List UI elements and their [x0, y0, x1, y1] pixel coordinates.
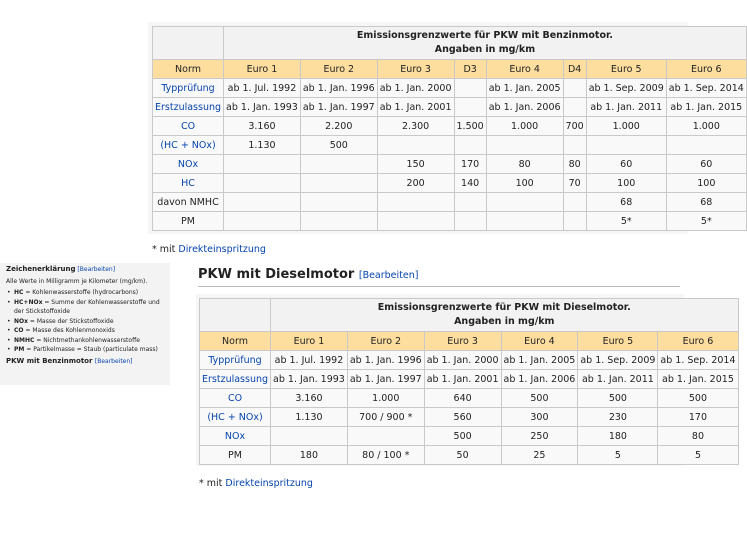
table-cell: 1.130	[271, 408, 348, 427]
table-cell: 700	[563, 117, 586, 136]
list-item: • NMHC = Nichtmethankohlenwasserstoffe	[14, 336, 170, 346]
table-cell: ab 1. Jan. 2001	[377, 98, 454, 117]
table-cell	[300, 174, 377, 193]
table-row	[153, 193, 747, 212]
header-cell: D3	[454, 60, 486, 79]
table-row	[153, 98, 747, 117]
table-cell: ab 1. Jan. 2011	[586, 98, 666, 117]
table-cell: 60	[666, 155, 746, 174]
table-cell	[454, 79, 486, 98]
table-cell: 1.500	[454, 117, 486, 136]
table-cell: 100	[666, 174, 746, 193]
table-cell: 60	[586, 155, 666, 174]
table-cell: ab 1. Jan. 2005	[501, 351, 578, 370]
table-cell	[224, 174, 301, 193]
legend-title: Zeichenerklärung	[6, 265, 76, 273]
table-cell: ab 1. Jul. 1992	[224, 79, 301, 98]
hc-nox-link[interactable]: (HC + NOx)	[153, 136, 224, 155]
table-cell: 100	[486, 174, 563, 193]
diesel-rule	[198, 286, 680, 287]
table-cell: 500	[658, 389, 738, 408]
table-cell	[224, 212, 301, 231]
table-cell: 80	[658, 427, 738, 446]
header-cell: Euro 2	[347, 332, 424, 351]
table-cell: ab 1. Jan. 1993	[271, 370, 348, 389]
table-row	[200, 427, 739, 446]
table-cell: 180	[271, 446, 348, 465]
table-cell	[224, 193, 301, 212]
table-cell	[563, 212, 586, 231]
table-cell	[563, 98, 586, 117]
table-cell: 80	[486, 155, 563, 174]
diesel-footnote: * mit Direkteinspritzung	[199, 478, 313, 489]
table-cell	[586, 136, 666, 155]
header-cell: Euro 4	[486, 60, 563, 79]
table-cell: 5	[658, 446, 738, 465]
hc-link[interactable]: HC	[153, 174, 224, 193]
table-cell: 80	[563, 155, 586, 174]
table-row	[200, 408, 739, 427]
list-item: • NOx = Masse der Stickstoffoxide	[14, 317, 170, 327]
table-cell: 2.300	[377, 117, 454, 136]
table-cell	[486, 212, 563, 231]
table-cell	[563, 136, 586, 155]
header-cell: Norm	[153, 60, 224, 79]
header-cell: Euro 4	[501, 332, 578, 351]
table-cell: 170	[454, 155, 486, 174]
table-cell	[300, 193, 377, 212]
table-cell	[377, 193, 454, 212]
table-cell: 170	[658, 408, 738, 427]
table-cell: 1.000	[666, 117, 746, 136]
table-cell: ab 1. Jan. 2015	[666, 98, 746, 117]
header-cell: Euro 6	[666, 60, 746, 79]
table-row	[153, 79, 747, 98]
table-cell: ab 1. Jan. 1996	[300, 79, 377, 98]
header-cell: D4	[563, 60, 586, 79]
table-cell: ab 1. Jan. 2001	[424, 370, 501, 389]
table-cell	[300, 155, 377, 174]
legend-edit-link[interactable]: [Bearbeiten]	[77, 266, 116, 273]
table-row	[200, 351, 739, 370]
table-cell: 140	[454, 174, 486, 193]
table-cell: 5	[578, 446, 658, 465]
table-row	[200, 446, 739, 465]
nox-link[interactable]: NOx	[200, 427, 271, 446]
diesel-table	[199, 298, 739, 465]
list-item: • PM = Partikelmasse = Staub (particulate mass)	[14, 345, 170, 355]
table-cell: 560	[424, 408, 501, 427]
table-cell	[377, 136, 454, 155]
table-cell	[454, 193, 486, 212]
table-cell: 300	[501, 408, 578, 427]
direkteinspritzung-link[interactable]: Direkteinspritzung	[225, 478, 313, 489]
table-cell: ab 1. Jul. 1992	[271, 351, 348, 370]
table-cell: 68	[586, 193, 666, 212]
table-cell: 3.160	[271, 389, 348, 408]
table-cell: 50	[424, 446, 501, 465]
table-cell: 500	[578, 389, 658, 408]
table-cell: ab 1. Jan. 1997	[347, 370, 424, 389]
typpruefung-link[interactable]: Typprüfung	[200, 351, 271, 370]
table-cell: ab 1. Jan. 2005	[486, 79, 563, 98]
row-label: PM	[200, 446, 271, 465]
table-cell: 1.000	[586, 117, 666, 136]
table-cell: ab 1. Jan. 2000	[377, 79, 454, 98]
table-caption: Emissionsgrenzwerte für PKW mit Dieselmotor. Angaben in mg/km	[271, 299, 738, 332]
table-cell: 500	[300, 136, 377, 155]
table-cell: 150	[377, 155, 454, 174]
header-cell: Euro 3	[424, 332, 501, 351]
table-cell: ab 1. Jan. 2000	[424, 351, 501, 370]
row-label: PM	[153, 212, 224, 231]
table-cell	[486, 193, 563, 212]
list-item: • CO = Masse des Kohlenmonoxids	[14, 326, 170, 336]
list-item: • HC+NOx = Summe der Kohlenwasserstoffe und der Stickstoffoxide	[14, 298, 170, 317]
table-cell: 200	[377, 174, 454, 193]
legend-box	[0, 263, 170, 385]
table-row	[153, 174, 747, 193]
table-cell: 80 / 100 *	[347, 446, 424, 465]
erstzulassung-link[interactable]: Erstzulassung	[153, 98, 224, 117]
table-cell	[271, 427, 348, 446]
table-cell: 3.160	[224, 117, 301, 136]
header-cell: Euro 3	[377, 60, 454, 79]
co-link[interactable]: CO	[153, 117, 224, 136]
table-cell: 70	[563, 174, 586, 193]
header-row	[153, 60, 747, 79]
erstzulassung-link[interactable]: Erstzulassung	[200, 370, 271, 389]
table-cell: 25	[501, 446, 578, 465]
table-cell: ab 1. Jan. 1997	[300, 98, 377, 117]
co-link[interactable]: CO	[200, 389, 271, 408]
table-cell: 250	[501, 427, 578, 446]
table-cell: 2.200	[300, 117, 377, 136]
table-cell: 1.000	[347, 389, 424, 408]
table-cell: ab 1. Sep. 2014	[666, 79, 746, 98]
row-label: davon NMHC	[153, 193, 224, 212]
table-cell: 68	[666, 193, 746, 212]
table-cell: ab 1. Jan. 2006	[486, 98, 563, 117]
table-row	[153, 117, 747, 136]
legend-list	[6, 288, 170, 355]
header-cell: Euro 1	[271, 332, 348, 351]
table-row	[153, 212, 747, 231]
table-cell: 700 / 900 *	[347, 408, 424, 427]
table-cell: 230	[578, 408, 658, 427]
table-cell: ab 1. Jan. 2011	[578, 370, 658, 389]
table-row	[200, 389, 739, 408]
table-cell: 100	[586, 174, 666, 193]
table-cell	[454, 136, 486, 155]
petrol-footnote: * mit Direkteinspritzung	[152, 244, 266, 255]
hc-nox-link[interactable]: (HC + NOx)	[200, 408, 271, 427]
table-cell: ab 1. Sep. 2009	[578, 351, 658, 370]
table-cell: ab 1. Sep. 2014	[658, 351, 738, 370]
diesel-edit-link[interactable]: [Bearbeiten]	[358, 270, 419, 281]
table-row	[153, 136, 747, 155]
table-cell: ab 1. Jan. 2015	[658, 370, 738, 389]
header-cell: Norm	[200, 332, 271, 351]
table-cell	[666, 136, 746, 155]
table-cell: 500	[424, 427, 501, 446]
table-cell: ab 1. Sep. 2009	[586, 79, 666, 98]
table-cell: 1.130	[224, 136, 301, 155]
header-cell: Euro 1	[224, 60, 301, 79]
table-cell	[377, 212, 454, 231]
table-cell: ab 1. Jan. 1996	[347, 351, 424, 370]
header-cell: Euro 5	[578, 332, 658, 351]
table-cell: 5*	[586, 212, 666, 231]
table-cell	[563, 79, 586, 98]
table-cell: 180	[578, 427, 658, 446]
header-cell: Euro 2	[300, 60, 377, 79]
table-cell: ab 1. Jan. 2006	[501, 370, 578, 389]
header-cell: Euro 6	[658, 332, 738, 351]
header-cell: Euro 5	[586, 60, 666, 79]
corner-cell	[153, 27, 224, 60]
table-cell: ab 1. Jan. 1993	[224, 98, 301, 117]
table-cell	[224, 155, 301, 174]
legend-heading-edit-link[interactable]: [Bearbeiten]	[94, 357, 133, 365]
table-cell	[454, 212, 486, 231]
table-cell	[486, 136, 563, 155]
table-cell	[454, 98, 486, 117]
legend-heading: PKW mit Benzinmotor	[6, 356, 93, 365]
table-cell: 500	[501, 389, 578, 408]
nox-link[interactable]: NOx	[153, 155, 224, 174]
table-row	[200, 370, 739, 389]
legend-intro: Alle Werte in Milligramm je Kilometer (mg/km).	[6, 277, 148, 285]
table-cell: 5*	[666, 212, 746, 231]
direkteinspritzung-link[interactable]: Direkteinspritzung	[178, 244, 266, 255]
diesel-heading: PKW mit Dieselmotor [Bearbeiten]	[198, 267, 419, 282]
table-cell: 1.000	[486, 117, 563, 136]
table-cell: 640	[424, 389, 501, 408]
table-cell	[347, 427, 424, 446]
corner-cell	[200, 299, 271, 332]
table-cell	[563, 193, 586, 212]
typpruefung-link[interactable]: Typprüfung	[153, 79, 224, 98]
list-item: • HC = Kohlenwasserstoffe (hydrocarbons)	[14, 288, 170, 298]
header-row	[200, 332, 739, 351]
table-caption: Emissionsgrenzwerte für PKW mit Benzinmotor. Angaben in mg/km	[224, 27, 747, 60]
table-cell	[300, 212, 377, 231]
table-row	[153, 155, 747, 174]
petrol-table	[152, 26, 747, 231]
